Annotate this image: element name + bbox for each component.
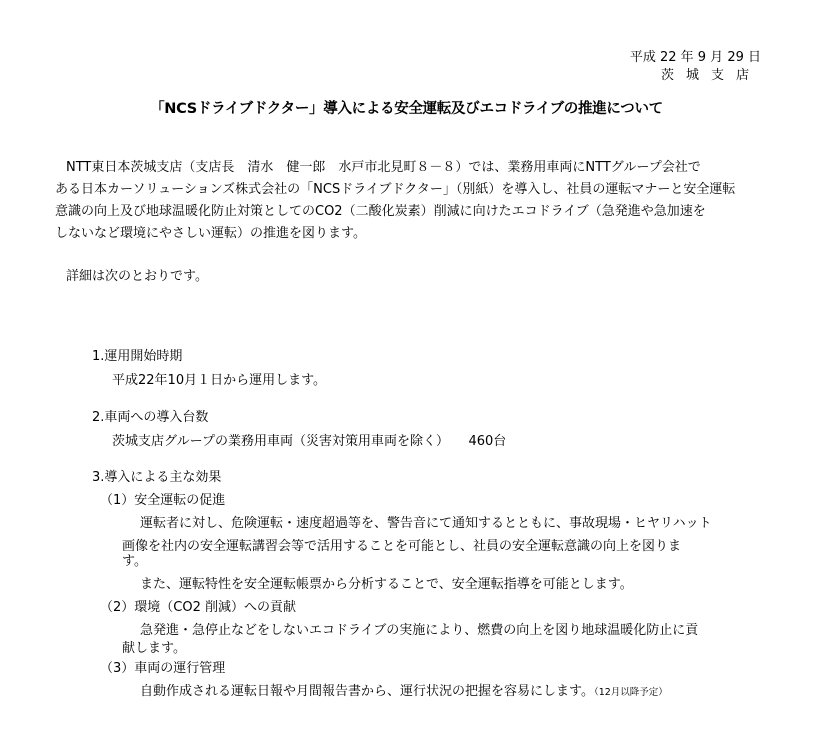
subsection-1-line-3: す。 bbox=[122, 554, 147, 569]
subsection-1-line-4: また、運転特性を安全運転帳票から分析することで、安全運転指導を可能とします。 bbox=[140, 577, 633, 592]
section-1-heading: 1.運用開始時期 bbox=[92, 349, 183, 364]
section-2-heading: 2.車両への導入台数 bbox=[92, 410, 209, 425]
subsection-3-heading: （3）車両の運行管理 bbox=[100, 661, 226, 676]
organization-name: 茨城支店 bbox=[660, 68, 761, 83]
subsection-3-note: （12月以降予定） bbox=[593, 687, 668, 698]
intro-line-4: しないなど環境にやさしい運転）の推進を図ります。 bbox=[55, 226, 366, 241]
subsection-2-line-2: 献します。 bbox=[122, 641, 186, 656]
subsection-3-text: 自動作成される運転日報や月間報告書から、運行状況の把握を容易にします。 bbox=[140, 684, 594, 699]
document-title: 「NCSドライブドクター」導入による安全運転及びエコドライブの推進について bbox=[150, 101, 663, 117]
intro-line-2: ある日本カーソリューションズ株式会社の「NCSドライブドクター」（別紙）を導入し、社員の運転マナーと安全運転 bbox=[55, 182, 736, 197]
section-1-text: 平成22年10月１日から運用します。 bbox=[112, 373, 327, 388]
subsection-1-heading: （1）安全運転の促進 bbox=[100, 493, 226, 508]
subsection-1-line-1: 運転者に対し、危険運転・速度超過等を、警告音にて通知するとともに、事故現場・ヒヤリハット bbox=[140, 516, 712, 531]
details-lead: 詳細は次のとおりです。 bbox=[66, 269, 208, 284]
section-2-text: 茨城支店グループの業務用車両（災害対策用車両を除く） 460台 bbox=[112, 434, 507, 449]
subsection-2-line-1: 急発進・急停止などをしないエコドライブの実施により、燃費の向上を図り地球温暖化防止に貢 bbox=[140, 623, 699, 638]
subsection-1-line-2: 画像を社内の安全運転講習会等で活用することを可能とし、社員の安全運転意識の向上を図りま bbox=[122, 539, 682, 554]
subsection-3-line bbox=[140, 680, 668, 699]
subsection-2-heading: （2）環境（CO2 削減）への貢献 bbox=[100, 600, 296, 615]
intro-line-1: NTT東日本茨城支店（支店長 清水 健一郎 水戸市北見町８－８）では、業務用車両にNTTグループ会社で bbox=[66, 160, 701, 175]
document-date: 平成 22 年 9 月 29 日 bbox=[629, 50, 761, 65]
intro-line-3: 意識の向上及び地球温暖化防止対策としてのCO2（二酸化炭素）削減に向けたエコドライブ（急発進や急加速を bbox=[55, 204, 706, 219]
section-3-heading: 3.導入による主な効果 bbox=[92, 470, 222, 485]
